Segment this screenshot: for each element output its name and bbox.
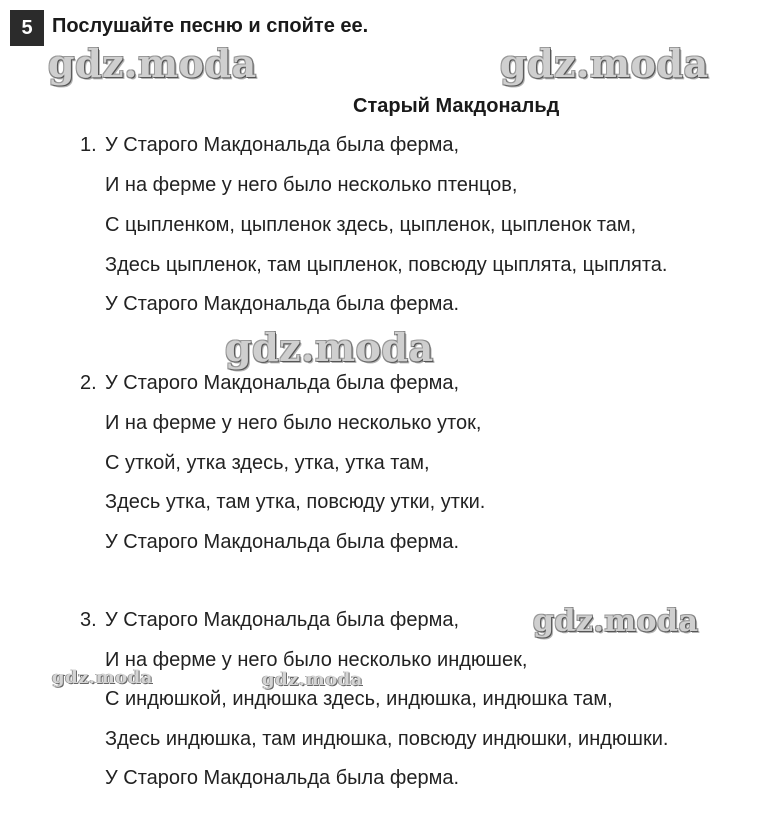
verse-2-line: Здесь утка, там утка, повсюду утки, утки.: [105, 491, 486, 513]
verse-3-line: С индюшкой, индюшка здесь, индюшка, индюшка там,: [105, 688, 613, 710]
watermark-top-left: gdz.moda: [48, 41, 257, 86]
verse-3-line: И на ферме у него было несколько индюшек,: [105, 649, 528, 671]
verse-1-line: С цыпленком, цыпленок здесь, цыпленок, цыпленок там,: [105, 214, 637, 236]
verse-2-line: У Старого Макдональда была ферма.: [105, 531, 460, 553]
watermark-small-left: gdz.moda: [52, 667, 153, 688]
verse-2-number: 2.: [80, 372, 97, 394]
verse-2-line: И на ферме у него было несколько уток,: [105, 412, 482, 434]
verse-1-line: Здесь цыпленок, там цыпленок, повсюду цыплята, цыплята.: [105, 254, 668, 276]
watermark-top-right: gdz.moda: [500, 41, 709, 86]
verse-3-line: У Старого Макдональда была ферма,: [105, 609, 460, 631]
song-title: Старый Макдональд: [353, 95, 560, 117]
verse-3-number: 3.: [80, 609, 97, 631]
verse-3-line: У Старого Макдональда была ферма.: [105, 767, 460, 789]
watermark-middle: gdz.moda: [225, 325, 434, 370]
watermark-verse-3: gdz.moda: [533, 604, 699, 639]
verse-3-line: Здесь индюшка, там индюшка, повсюду индюшки, индюшки.: [105, 728, 669, 750]
task-instruction: Послушайте песню и спойте ее.: [52, 15, 369, 37]
watermark-small-center: gdz.moda: [262, 669, 363, 690]
task-number-badge: 5: [10, 10, 44, 46]
verse-1-number: 1.: [80, 134, 97, 156]
verse-2-line: У Старого Макдональда была ферма,: [105, 372, 460, 394]
verse-2-line: С уткой, утка здесь, утка, утка там,: [105, 452, 430, 474]
verse-1-line: У Старого Макдональда была ферма,: [105, 134, 460, 156]
verse-1-line: И на ферме у него было несколько птенцов,: [105, 174, 518, 196]
verse-1-line: У Старого Макдональда была ферма.: [105, 293, 460, 315]
